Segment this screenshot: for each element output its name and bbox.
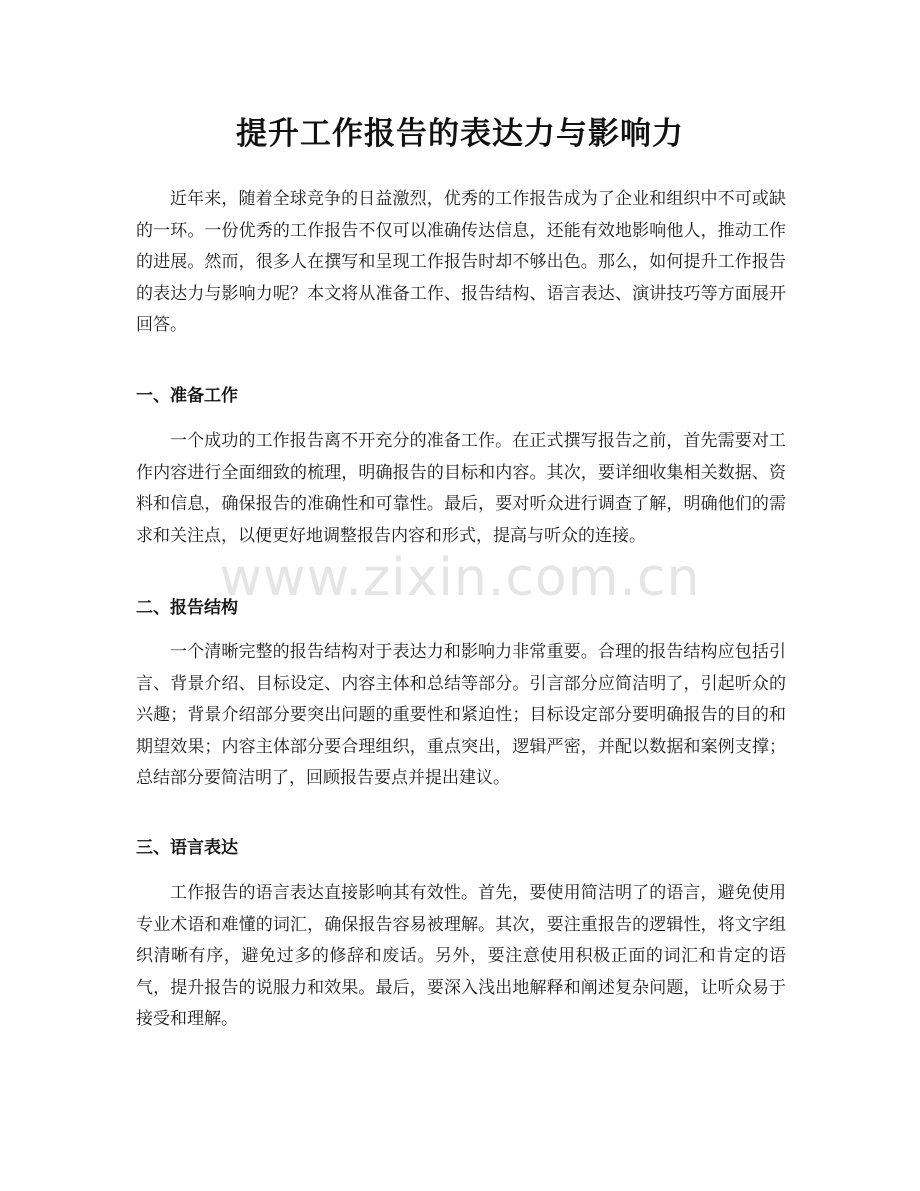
section-body-structure: 一个清晰完整的报告结构对于表达力和影响力非常重要。合理的报告结构应包括引言、背景介绍、目标设定、内容主体和总结等部分。引言部分应简洁明了，引起听众的兴趣；背景介绍部分要突出问题的重要性和紧迫性；目标设定部分要明确报告的目的和期望效果；内容主体部分要合理组织，重点突出，逻辑严密，并配以数据和案例支撑；总结部分要简洁明了，回顾报告要点并提出建议。 [136,642,786,788]
section-body-preparation: 一个成功的工作报告离不开充分的准备工作。在正式撰写报告之前，首先需要对工作内容进行全面细致的梳理，明确报告的目标和内容。其次，要详细收集相关数据、资料和信息，确保报告的准确性和可靠性。最后，要对听众进行调查了解，明确他们的需求和关注点，以便更好地调整报告内容和形式，提高与听众的连接。 [136,431,786,546]
watermark-text: www.zixin.com.cn [219,548,701,608]
intro-paragraph: 近年来，随着全球竞争的日益激烈，优秀的工作报告成为了企业和组织中不可或缺的一环。一份优秀的工作报告不仅可以准确传达信息，还能有效地影响他人，推动工作的进展。然而，很多人在撰写和呈现工作报告时却不够出色。那么，如何提升工作报告的表达力与影响力呢？本文将从准备工作、报告结构、语言表达、演讲技巧等方面展开回答。 [136,189,786,335]
section-heading-language: 三、语言表达 [136,838,238,858]
page-title: 提升工作报告的表达力与影响力 [236,116,684,152]
section-heading-preparation: 一、准备工作 [136,386,238,406]
section-heading-structure: 二、报告结构 [136,598,238,618]
section-body-language: 工作报告的语言表达直接影响其有效性。首先，要使用简洁明了的语言，避免使用专业术语和难懂的词汇，确保报告容易被理解。其次，要注重报告的逻辑性，将文字组织清晰有序，避免过多的修辞和废话。另外，要注意使用积极正面的词汇和肯定的语气，提升报告的说服力和效果。最后，要深入浅出地解释和阐述复杂问题，让听众易于接受和理解。 [136,883,786,1029]
